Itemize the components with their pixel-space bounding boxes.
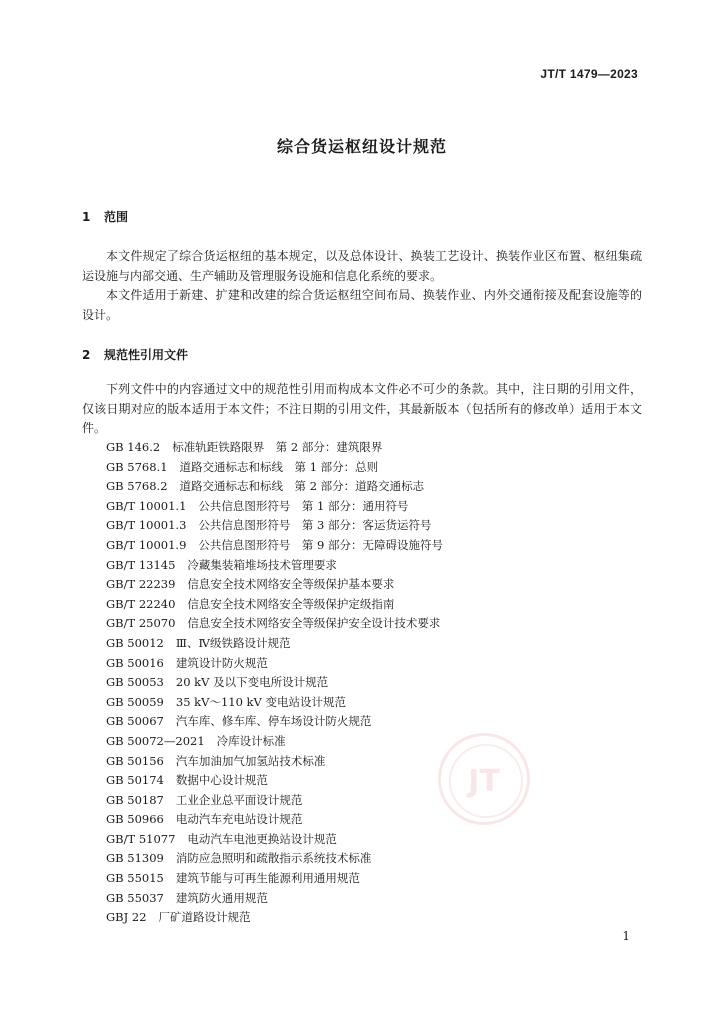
reference-code: GB/T 51077 <box>106 831 176 846</box>
jt-watermark-seal <box>438 733 530 825</box>
reference-title: 厂矿道路设计规范 <box>158 910 251 925</box>
section-2-heading <box>82 346 188 363</box>
reference-title: 工业企业总平面设计规范 <box>175 792 303 807</box>
reference-code: GB 50016 <box>106 655 164 670</box>
reference-title: 建筑防火通用规范 <box>175 890 268 905</box>
reference-title: 汽车加油加气加氢站技术标准 <box>175 753 326 768</box>
reference-code: GB/T 22239 <box>106 577 176 592</box>
reference-title: 数据中心设计规范 <box>175 773 268 788</box>
standard-code: JT/T 1479—2023 <box>540 67 638 81</box>
reference-title: 建筑节能与可再生能源利用通用规范 <box>175 871 360 886</box>
reference-code: GB/T 10001.3 <box>106 518 187 533</box>
reference-item <box>106 516 443 536</box>
reference-title: 建筑设计防火规范 <box>175 655 268 670</box>
reference-title: 电动汽车充电站设计规范 <box>175 812 303 827</box>
reference-title: 道路交通标志和标线 第 2 部分：道路交通标志 <box>179 479 425 494</box>
reference-title: 冷库设计标准 <box>216 733 286 748</box>
reference-item <box>106 810 443 830</box>
reference-code: GB 5768.2 <box>106 479 168 494</box>
reference-item <box>106 477 443 497</box>
reference-code: GB 50067 <box>106 714 164 729</box>
reference-code: GB 50156 <box>106 753 164 768</box>
reference-code: GB 50174 <box>106 773 164 788</box>
reference-code: GB/T 25070 <box>106 616 176 631</box>
reference-code: GB 50012 <box>106 635 164 650</box>
reference-code: GB/T 22240 <box>106 596 176 611</box>
reference-code: GB 55037 <box>106 890 164 905</box>
reference-code: GB 50053 <box>106 675 164 690</box>
reference-item <box>106 556 443 576</box>
reference-title: 公共信息图形符号 第 3 部分：客运货运符号 <box>198 518 432 533</box>
reference-title: 标准轨距铁路限界 第 2 部分：建筑限界 <box>172 440 383 454</box>
reference-code: GB 50059 <box>106 694 164 709</box>
reference-item <box>106 614 443 634</box>
watermark-text: JT <box>468 764 500 799</box>
reference-item <box>106 693 443 713</box>
reference-title: 信息安全技术网络安全等级保护安全设计技术要求 <box>187 616 441 631</box>
reference-title: 公共信息图形符号 第 9 部分：无障碍设施符号 <box>198 537 444 552</box>
reference-item <box>106 869 443 889</box>
section-1-title: 范围 <box>104 210 129 224</box>
reference-item <box>106 732 443 752</box>
section-1-paragraph-2: 本文件适用于新建、扩建和改建的综合货运枢纽空间布局、换装作业、内外交通衔接及配套设施等的设计。 <box>82 288 642 322</box>
reference-code: GB/T 10001.1 <box>106 498 187 513</box>
section-2-title: 规范性引用文件 <box>104 348 189 362</box>
reference-item <box>106 595 443 615</box>
reference-item <box>106 830 443 850</box>
reference-list <box>106 438 443 928</box>
reference-item <box>106 497 443 517</box>
reference-code: GB 146.2 <box>106 440 161 454</box>
reference-item <box>106 634 443 654</box>
section-1-number: 1 <box>82 210 91 224</box>
reference-title: 35 kV～110 kV 变电站设计规范 <box>175 694 346 709</box>
reference-item <box>106 575 443 595</box>
reference-item <box>106 752 443 772</box>
reference-item <box>106 438 443 458</box>
reference-title: 道路交通标志和标线 第 1 部分：总则 <box>179 459 379 474</box>
reference-code: GBJ 22 <box>106 910 147 925</box>
reference-title: 冷藏集装箱堆场技术管理要求 <box>187 557 337 572</box>
reference-item <box>106 536 443 556</box>
reference-code: GB 50966 <box>106 812 164 827</box>
reference-code: GB 51309 <box>106 851 164 866</box>
reference-title: 信息安全技术网络安全等级保护定级指南 <box>187 596 395 611</box>
section-1-heading <box>82 208 128 225</box>
reference-code: GB 50072—2021 <box>106 733 205 748</box>
reference-item <box>106 673 443 693</box>
reference-item <box>106 712 443 732</box>
reference-item <box>106 791 443 811</box>
reference-title: 汽车库、修车库、停车场设计防火规范 <box>175 714 372 729</box>
section-2-number: 2 <box>82 348 91 362</box>
reference-item <box>106 771 443 791</box>
reference-item <box>106 908 443 928</box>
reference-title: Ⅲ、Ⅳ级铁路设计规范 <box>175 635 291 650</box>
reference-title: 消防应急照明和疏散指示系统技术标准 <box>175 851 372 866</box>
reference-code: GB/T 10001.9 <box>106 537 187 552</box>
reference-item <box>106 889 443 909</box>
reference-title: 电动汽车电池更换站设计规范 <box>187 831 337 846</box>
reference-title: 公共信息图形符号 第 1 部分：通用符号 <box>198 498 409 513</box>
reference-code: GB 5768.1 <box>106 459 168 474</box>
reference-item <box>106 654 443 674</box>
reference-code: GB/T 13145 <box>106 557 176 572</box>
reference-title: 信息安全技术网络安全等级保护基本要求 <box>187 577 395 592</box>
section-1-paragraph-1: 本文件规定了综合货运枢纽的基本规定，以及总体设计、换装工艺设计、换装作业区布置、枢纽集疏运设施与内部交通、生产辅助及管理服务设施和信息化系统的要求。 <box>82 249 642 283</box>
document-title: 综合货运枢纽设计规范 <box>276 137 447 156</box>
section-2-intro: 下列文件中的内容通过文中的规范性引用而构成本文件必不可少的条款。其中，注日期的引用文件，仅该日期对应的版本适用于本文件；不注日期的引用文件，其最新版本（包括所有的修改单）适用于本文件。 <box>82 382 642 435</box>
reference-title: 20 kV 及以下变电所设计规范 <box>175 675 329 690</box>
reference-code: GB 50187 <box>106 792 164 807</box>
page-number: 1 <box>622 929 630 943</box>
reference-item <box>106 458 443 478</box>
reference-code: GB 55015 <box>106 871 164 886</box>
reference-item <box>106 849 443 869</box>
